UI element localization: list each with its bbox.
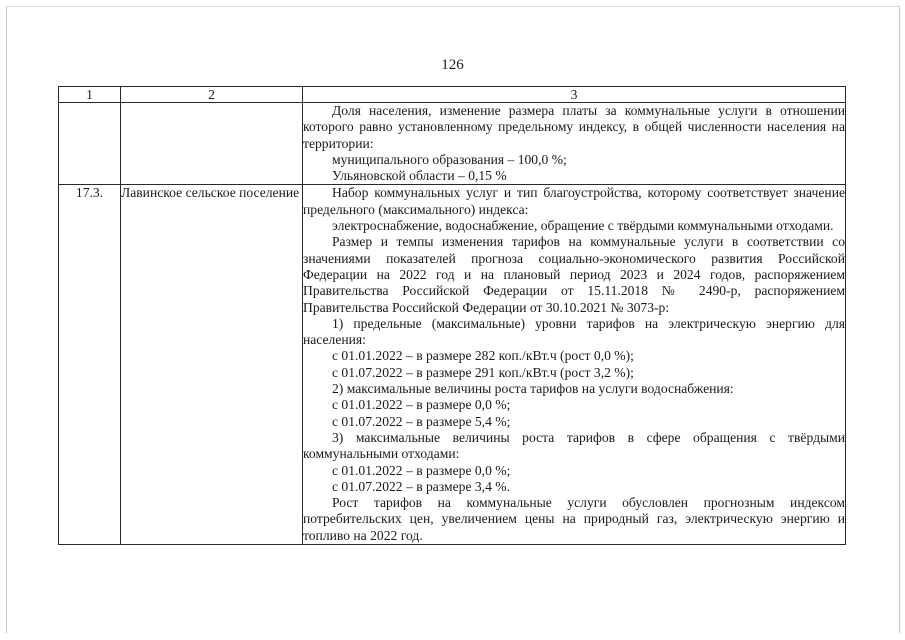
- row-number-cell: 17.3.: [59, 185, 121, 545]
- description-paragraph: с 01.01.2022 – в размере 282 коп./кВт.ч (рост 0,0 %);: [332, 348, 634, 364]
- table-header-row: [59, 87, 846, 103]
- table-body: [59, 103, 846, 545]
- description-paragraph: с 01.01.2022 – в размере 0,0 %;: [332, 397, 511, 413]
- description-paragraph: электроснабжение, водоснабжение, обращение с твёрдыми коммунальными отходами.: [332, 218, 834, 234]
- description-paragraph: с 01.07.2022 – в размере 291 коп./кВт.ч (рост 3,2 %);: [332, 364, 634, 380]
- settlement-name-cell: Лавинское сельское поселение: [121, 185, 303, 545]
- description-paragraph: Размер и темпы изменения тарифов на коммунальные услуги в соответствии со значениями показателей прогноза социально-экономического развития Российской Федерации на 2022 год и на плановый период 2023 и 2024 годов, распоряжением Правительства Российской Федерации от 15.11.2018 № 2490-р, распоряжением Правительства Российской Федерации от 30.10.2021 № 3073-р:: [303, 234, 845, 315]
- description-paragraph: Рост тарифов на коммунальные услуги обусловлен прогнозным индексом потребительских цен, увеличением цены на природный газ, электрическую энергию и топливо на 2022 год.: [303, 495, 845, 543]
- table-row: [59, 103, 846, 185]
- table-row: [59, 185, 846, 545]
- description-paragraph: Набор коммунальных услуг и тип благоустройства, которому соответствует значение предельного (максимального) индекса:: [303, 185, 845, 217]
- description-paragraph: Доля населения, изменение размера платы за коммунальные услуги в отношении которого равно установленному предельному индексу, в общей численности населения на территории:: [303, 103, 845, 151]
- row-number-cell: [59, 103, 121, 185]
- description-paragraph: 2) максимальные величины роста тарифов на услуги водоснабжения:: [332, 381, 734, 397]
- description-paragraph: Ульяновской области – 0,15 %: [332, 168, 507, 184]
- document-table: [58, 86, 846, 545]
- description-paragraph: 1) предельные (максимальные) уровни тарифов на электрическую энергию для населения:: [303, 315, 845, 348]
- description-paragraph: муниципального образования – 100,0 %;: [332, 151, 567, 167]
- description-cell: [303, 103, 846, 185]
- settlement-name-cell: [121, 103, 303, 185]
- description-paragraph: 3) максимальные величины роста тарифов в сфере обращения с твёрдыми коммунальными отходами:: [303, 429, 845, 462]
- column-header-1: 1: [59, 87, 121, 103]
- page-number: 126: [441, 57, 464, 73]
- description-paragraph: с 01.01.2022 – в размере 0,0 %;: [332, 462, 511, 478]
- description-paragraph: с 01.07.2022 – в размере 5,4 %;: [332, 413, 511, 429]
- column-header-2: 2: [121, 87, 303, 103]
- column-header-3: 3: [303, 87, 846, 103]
- description-cell: [303, 185, 846, 545]
- description-paragraph: с 01.07.2022 – в размере 3,4 %.: [332, 478, 510, 494]
